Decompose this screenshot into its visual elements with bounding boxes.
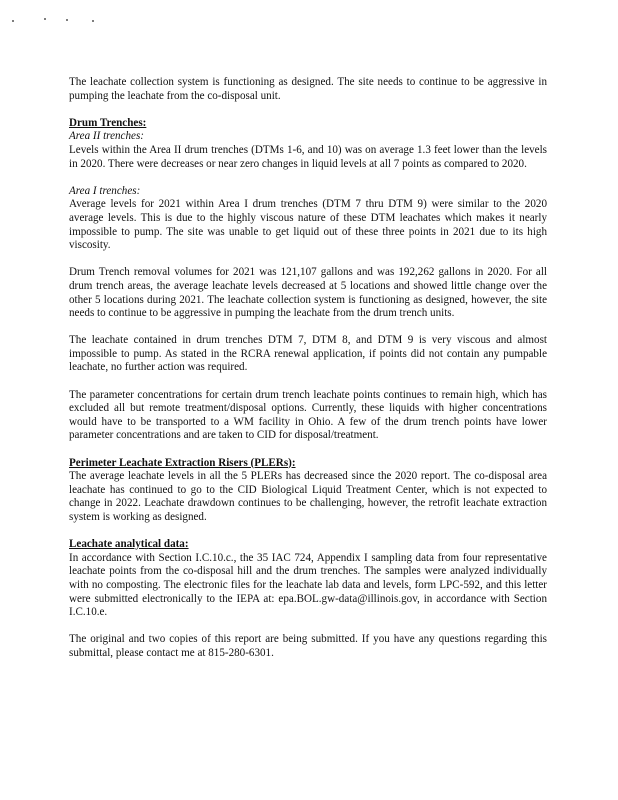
plers-heading: Perimeter Leachate Extraction Risers (PLERs): xyxy=(69,456,296,469)
area2-paragraph: Levels within the Area II drum trenches (DTMs 1-6, and 10) was on average 1.3 feet lower than the levels in 2020. There were decreases or near zero changes in liquid levels at all 7 points as compared to 2020. xyxy=(69,143,547,170)
analytical-data-paragraph: In accordance with Section I.C.10.c., the 35 IAC 724, Appendix I sampling data from four representative leachate points from the co-disposal hill and the drum trenches. The samples were analyzed individually with no composting. The electronic files for the leachate lab data and levels, form LPC-592, and this letter were submitted electronically to the IEPA at: epa.BOL.gw-data@illinois.gov, in accordance with Section I.C.10.e. xyxy=(69,551,547,619)
viscous-leachate-paragraph: The leachate contained in drum trenches DTM 7, DTM 8, and DTM 9 is very viscous and almost impossible to pump. As stated in the RCRA renewal application, if points did not contain any pumpable leachate, no further action was required. xyxy=(69,334,547,374)
intro-paragraph: The leachate collection system is functioning as designed. The site needs to continue to be aggressive in pumping the leachate from the co-disposal unit. xyxy=(69,76,547,102)
document-body xyxy=(69,76,547,661)
scan-speck xyxy=(66,19,68,21)
parameter-concentrations-paragraph: The parameter concentrations for certain drum trench leachate points continues to remain high, which has excluded all but remote treatment/disposal options. Currently, these liquids with higher concentrations would have to be transported to a WM facility in Ohio. A few of the drum trench points have lower parameter concentrations and are taken to CID for disposal/treatment. xyxy=(69,388,547,442)
area1-subheading: Area I trenches: xyxy=(69,184,141,197)
area2-subheading: Area II trenches: xyxy=(69,130,144,143)
scan-speck xyxy=(44,18,46,20)
area1-paragraph: Average levels for 2021 within Area I drum trenches (DTM 7 thru DTM 9) were similar to the 2020 average levels. This is due to the highly viscous nature of these DTM leachates which makes it nearly impossible to pump. The site was unable to get liquid out of these three points in 2021 due to its high viscosity. xyxy=(69,198,547,252)
closing-paragraph: The original and two copies of this report are being submitted. If you have any questions regarding this submittal, please contact me at 815-280-6301. xyxy=(69,633,547,659)
plers-paragraph: The average leachate levels in all the 5 PLERs has decreased since the 2020 report. The co-disposal area leachate has continued to go to the CID Biological Liquid Treatment Center, which is not expected to change in 2022. Leachate drawdown continues to be challenging, however, the retrofit leachate extraction system is working as designed. xyxy=(69,470,547,523)
scan-speck xyxy=(92,20,94,22)
removal-volumes-paragraph: Drum Trench removal volumes for 2021 was 121,107 gallons and was 192,262 gallons in 2020. For all drum trench areas, the average leachate levels decreased at 5 locations and showed little change over the other 5 locations during 2021. The leachate collection system is functioning as designed, however, the site needs to continue to be aggressive in pumping the leachate from the drum trench units. xyxy=(69,266,547,320)
analytical-data-heading: Leachate analytical data: xyxy=(69,538,189,551)
scan-speck xyxy=(12,20,14,22)
drum-trenches-heading: Drum Trenches: xyxy=(69,116,147,129)
